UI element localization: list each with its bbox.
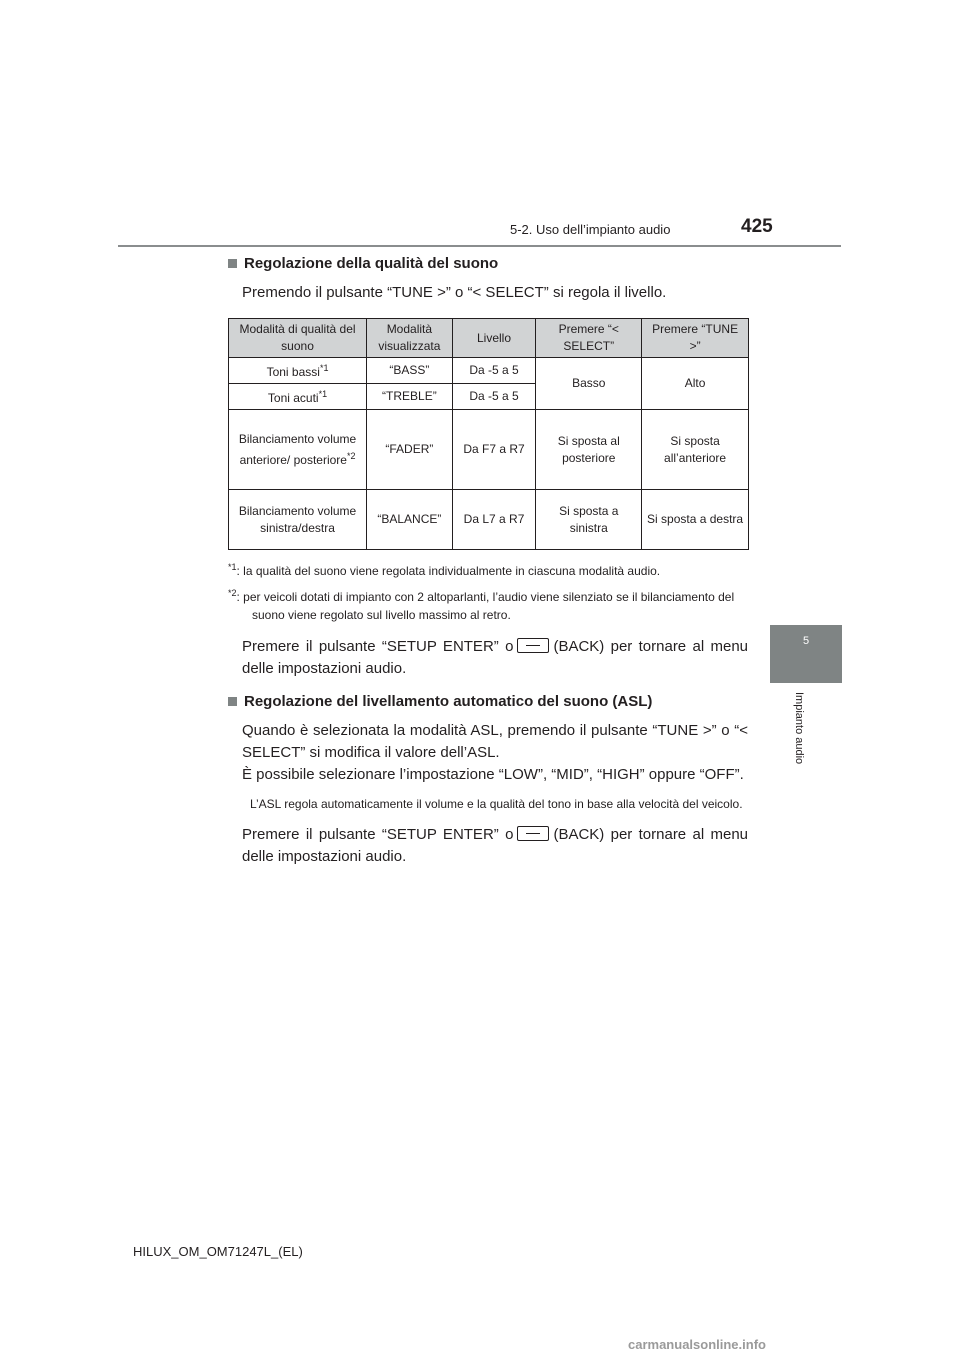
table-header: Premere “< SELECT” [536,319,642,358]
sound-quality-table [228,318,749,550]
table-header: Livello [452,319,536,358]
header-section-title: 5-2. Uso dell’impianto audio [510,222,671,237]
table-cell: Basso [536,358,642,410]
back-button-icon [517,638,549,653]
watermark: carmanualsonline.info [628,1337,766,1352]
table-cell: “BASS” [367,358,453,384]
square-bullet-icon [228,259,237,268]
table-cell: Bilanciamento volume sinistra/destra [229,490,367,550]
section-heading-sound-quality: Regolazione della qualità del suono [228,254,748,274]
document-code: HILUX_OM_OM71247L_(EL) [133,1244,303,1259]
table-header: Modalità di qualità del suono [229,319,367,358]
table-cell: Toni bassi$^{*1}$ [229,358,367,384]
asl-note: L’ASL regola automaticamente il volume e la qualità del tono in base alla velocità del veicolo. [250,797,743,811]
chapter-tab-number: 5 [770,625,842,683]
table-cell: Da L7 a R7 [452,490,536,550]
table-cell: “TREBLE” [367,384,453,410]
table-cell: “FADER” [367,410,453,490]
table-cell: Si sposta all’anteriore [642,410,749,490]
back-button-icon [517,826,549,841]
main-content [228,254,748,868]
chapter-tab-label: Impianto audio [793,692,805,765]
asl-paragraph: Quando è selezionata la modalità ASL, premendo il pulsante “TUNE >” o “< SELECT” si modifica il valore dell’ASL. [242,722,748,761]
table-cell: Bilanciamento volume anteriore/ posteriore$^{*2}$ [229,410,367,490]
table-cell: Da F7 a R7 [452,410,536,490]
section-intro: Premendo il pulsante “TUNE >” o “< SELECT” si regola il livello. [242,284,667,301]
table-header: Modalità visualizzata [367,319,453,358]
asl-options-paragraph: È possibile selezionare l’impostazione “LOW”, “MID”, “HIGH” oppure “OFF”. [242,766,744,783]
footnote: $^{*1}$: la qualità del suono viene regolata individualmente in ciascuna modalità audio. [228,562,661,578]
back-instruction: Premere il pulsante “SETUP ENTER” o (BACK) per tornare al menu delle impostazioni audio. [242,826,749,865]
table-row [229,490,749,550]
header-divider [118,245,841,247]
table-cell: Da -5 a 5 [452,384,536,410]
table-cell: Si sposta al posteriore [536,410,642,490]
table-cell: Da -5 a 5 [452,358,536,384]
table-cell: Alto [642,358,749,410]
footnote: $^{*2}$: per veicoli dotati di impianto con 2 altoparlanti, l’audio viene silenziato se il bilanciamento del suono viene regolato sul livello massimo al retro. [228,588,735,622]
table-cell: Si sposta a sinistra [536,490,642,550]
table-cell: Si sposta a destra [642,490,749,550]
table-cell: “BALANCE” [367,490,453,550]
table-row [229,410,749,490]
page-number: 425 [741,216,773,237]
table-header-row [229,319,749,358]
section-heading-asl: Regolazione del livellamento automatico del suono (ASL) [228,692,748,712]
table-header: Premere “TUNE >” [642,319,749,358]
square-bullet-icon [228,697,237,706]
table-cell: Toni acuti$^{*1}$ [229,384,367,410]
back-instruction: Premere il pulsante “SETUP ENTER” o (BACK) per tornare al menu delle impostazioni audio. [242,638,749,677]
table-row [229,358,749,384]
